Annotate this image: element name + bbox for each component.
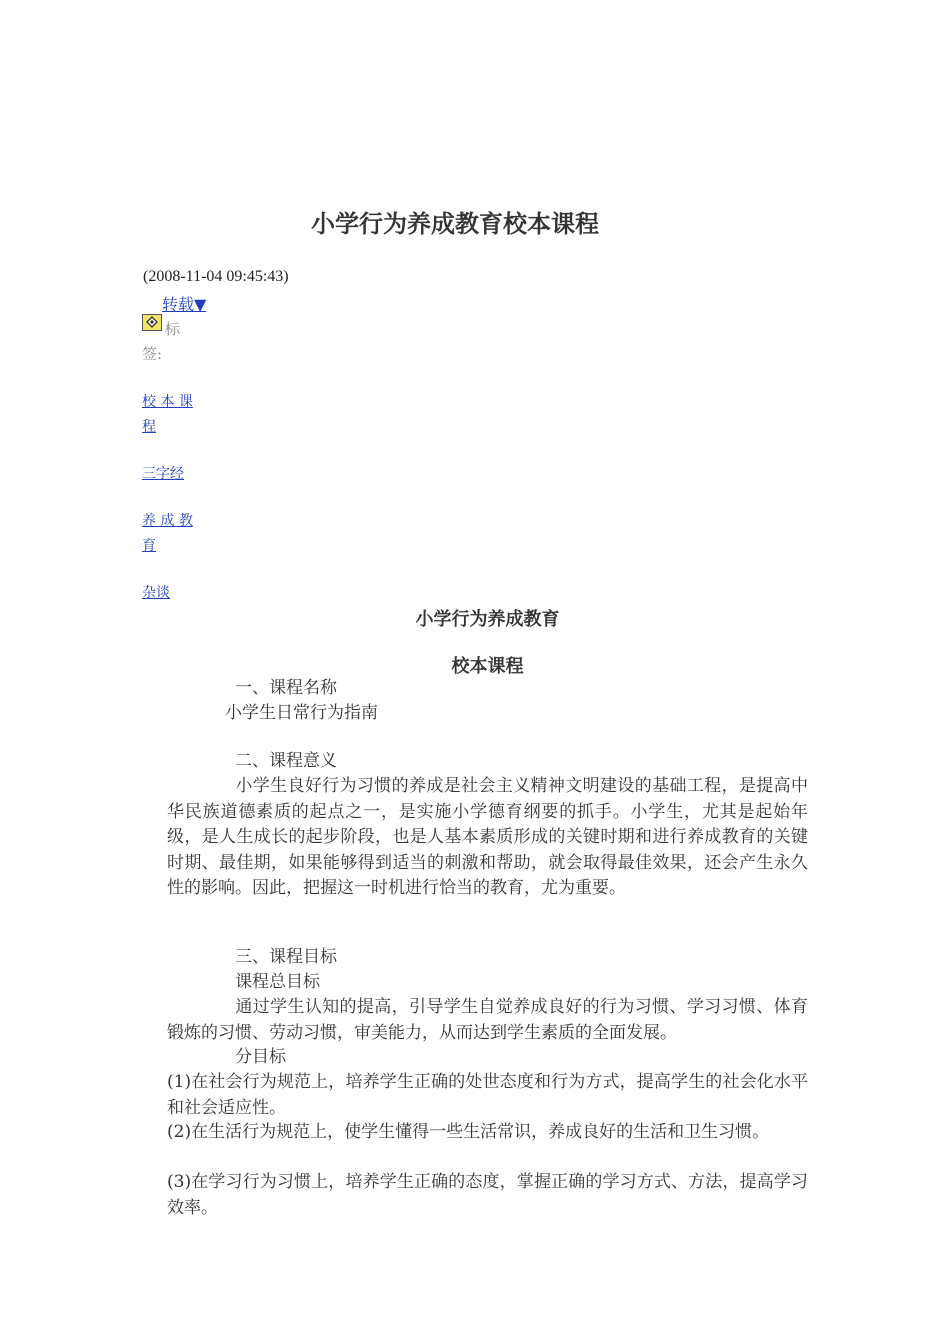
- sub-goal-item: (2)在生活行为规范上，使学生懂得一些生活常识，养成良好的生活和卫生习惯。: [167, 1122, 770, 1142]
- tag-link-yangchengjiaoyu-cont[interactable]: 育: [142, 538, 156, 554]
- tag-link-sanzijing[interactable]: 三字经: [142, 466, 184, 482]
- tags-label-part1: 标: [165, 320, 181, 338]
- tag-icon: [142, 314, 162, 331]
- tag-link-yangchengjiaoyu[interactable]: 养 成 教: [142, 513, 193, 529]
- tags-label-part2: 签:: [142, 345, 163, 363]
- article-heading-line2: 校本课程: [451, 656, 524, 677]
- article-heading-line1: 小学行为养成教育: [415, 609, 560, 630]
- page-title: 小学行为养成教育校本课程: [311, 210, 599, 238]
- section1-title: 一、课程名称: [235, 678, 337, 698]
- overall-goal-label: 课程总目标: [235, 972, 320, 992]
- tag-link-zatan[interactable]: 杂谈: [142, 585, 170, 601]
- overall-goal-paragraph: [167, 995, 808, 1046]
- sub-goal-label: 分目标: [235, 1047, 286, 1067]
- section1-text: 小学生日常行为指南: [225, 703, 378, 723]
- tag-link-xiaobenkecheng-cont[interactable]: 程: [142, 419, 156, 435]
- sub-goal-item: (3)在学习行为习惯上，培养学生正确的态度，掌握正确的学习方式、方法，提高学习效率。: [167, 1172, 808, 1218]
- overall-goal-text: 通过学生认知的提高，引导学生自觉养成良好的行为习惯、学习习惯、体育锻炼的习惯、劳动习惯，审美能力，从而达到学生素质的全面发展。: [167, 997, 808, 1043]
- tag-link-xiaobenkecheng[interactable]: 校 本 课: [142, 394, 193, 410]
- section2-paragraph: [167, 774, 808, 902]
- section2-title: 二、课程意义: [235, 751, 337, 771]
- repost-link[interactable]: 转载▼: [162, 295, 207, 314]
- section2-paragraph-text: 小学生良好行为习惯的养成是社会主义精神文明建设的基础工程，是提高中华民族道德素质的起点之一，是实施小学德育纲要的抓手。小学生，尤其是起始年级，是人生成长的起步阶段，也是人基本素质形成的关键时期和进行养成教育的关键时期、最佳期，如果能够得到适当的刺激和帮助，就会取得最佳效果，还会产生永久性的影响。因此，把握这一时机进行恰当的教育，尤为重要。: [167, 776, 808, 898]
- sub-goal-item: (1)在社会行为规范上，培养学生正确的处世态度和行为方式，提高学生的社会化水平和社会适应性。: [167, 1072, 808, 1118]
- section3-title: 三、课程目标: [235, 947, 337, 967]
- post-timestamp: (2008-11-04 09:45:43): [143, 268, 289, 285]
